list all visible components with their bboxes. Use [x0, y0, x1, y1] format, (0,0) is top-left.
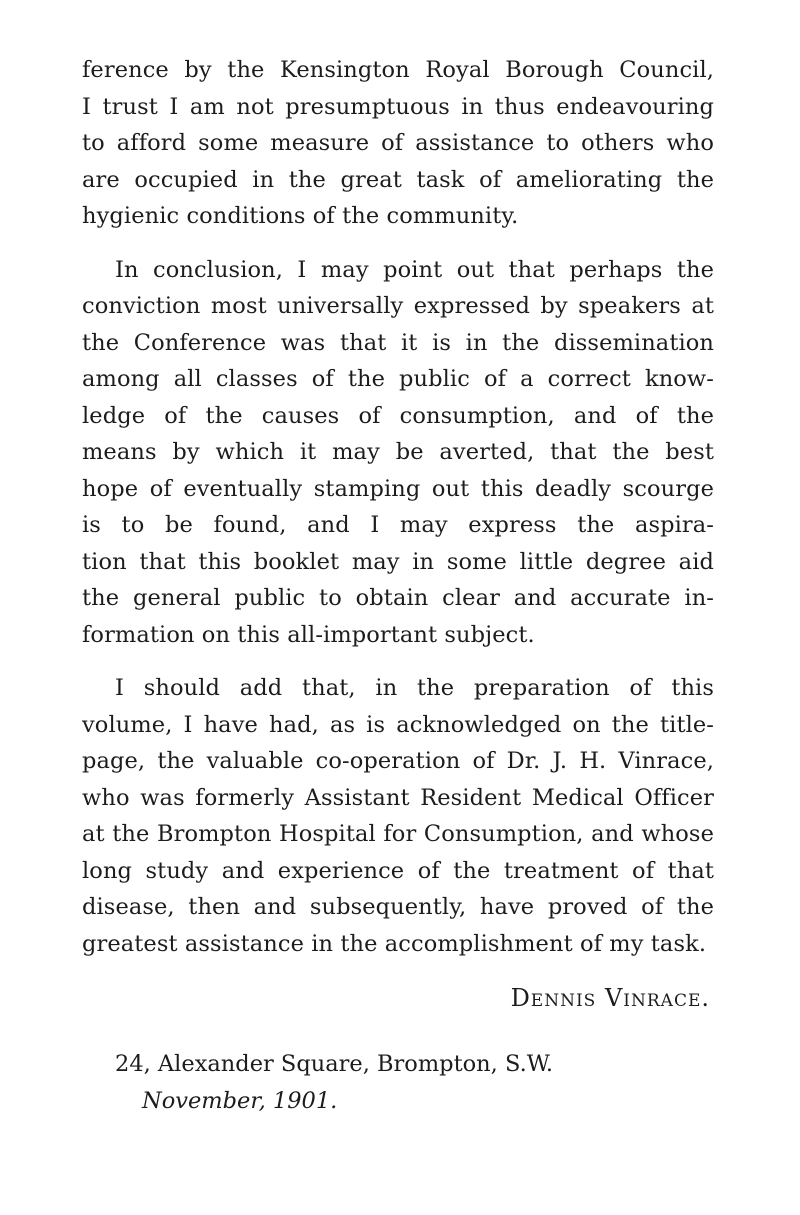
text-line: formation on this all-important subject.: [82, 621, 535, 648]
text-line: long study and experience of the treatment of that: [82, 857, 714, 884]
text-line: In conclusion, I may point out that perhaps the: [115, 256, 714, 283]
text-line: among all classes of the public of a correct know-: [82, 366, 714, 392]
document-page: [82, 52, 714, 1119]
text-line: ledge of the causes of consumption, and of the: [82, 402, 714, 429]
text-line: disease, then and subsequently, have proved of the: [82, 894, 714, 920]
text-line: I trust I am not presumptuous in thus endeavouring: [82, 93, 714, 120]
text-line: hygienic conditions of the community.: [82, 203, 519, 229]
text-line: greatest assistance in the accomplishment of my task.: [82, 930, 707, 957]
text-line: hope of eventually stamping out this deadly scourge: [82, 475, 714, 502]
text-line: page, the valuable co-operation of Dr. J. H. Vinrace,: [82, 748, 714, 774]
text-line: means by which it may be averted, that the best: [82, 439, 714, 465]
paragraph-2: [82, 252, 714, 654]
text-line: conviction most universally expressed by speakers at: [82, 293, 714, 319]
text-line: volume, I have had, as is acknowledged on the title-: [82, 711, 714, 738]
text-line: the Conference was that it is in the dissemination: [82, 329, 714, 356]
text-line: are occupied in the great task of ameliorating the: [82, 166, 714, 193]
paragraph-1: [82, 52, 714, 235]
paragraph-3: [82, 670, 714, 962]
date-line: November, 1901.: [142, 1087, 338, 1114]
author-signature: Dennis Vinrace.: [510, 984, 710, 1012]
text-line: is to be found, and I may express the aspira-: [82, 512, 714, 538]
text-line: at the Brompton Hospital for Consumption, and whose: [82, 821, 714, 847]
text-line: the general public to obtain clear and accurate in-: [82, 585, 714, 611]
text-line: who was formerly Assistant Resident Medical Officer: [82, 784, 714, 811]
text-line: ference by the Kensington Royal Borough Council,: [82, 57, 714, 83]
author-address: 24, Alexander Square, Brompton, S.W.: [115, 1051, 554, 1077]
text-line: I should add that, in the preparation of this: [115, 675, 714, 701]
text-line: to afford some measure of assistance to others who: [82, 130, 714, 156]
text-line: tion that this booklet may in some little degree aid: [82, 548, 714, 575]
